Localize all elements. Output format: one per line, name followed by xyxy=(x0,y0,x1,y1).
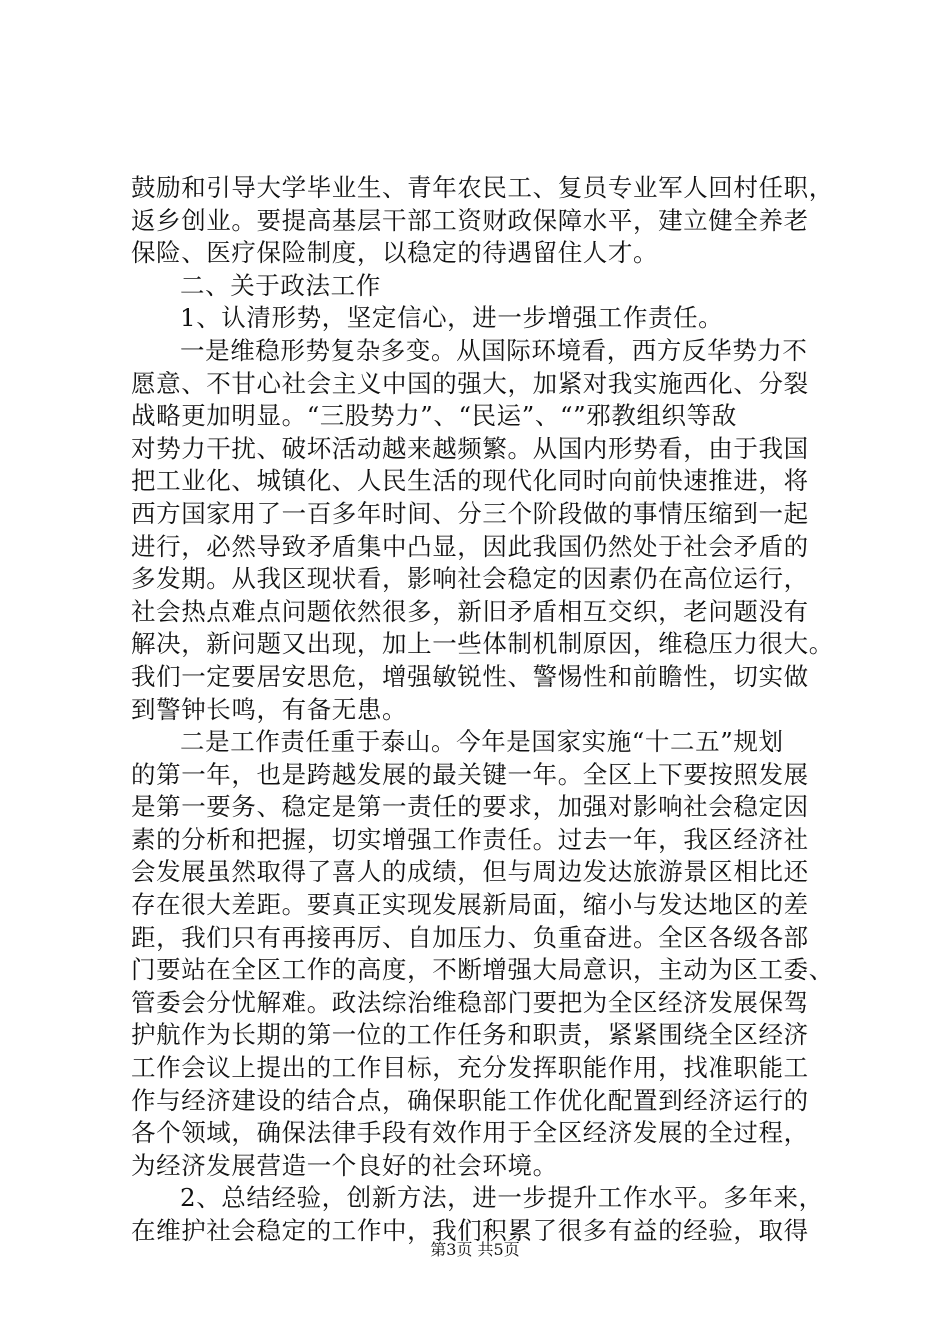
text-line: 解决，新问题又出现，加上一些体制机制原因，维稳压力很大。 xyxy=(131,629,834,659)
text-line: 西方国家用了一百多年时间、分三个阶段做的事情压缩到一起 xyxy=(131,498,809,528)
text-line: 是第一要务、稳定是第一责任的要求，加强对影响社会稳定因 xyxy=(131,792,809,822)
text-line: 工作会议上提出的工作目标，充分发挥职能作用，找准职能工 xyxy=(131,1053,809,1083)
text-line: 在维护社会稳定的工作中，我们积累了很多有益的经验，取得 xyxy=(131,1216,809,1245)
text-line: 二是工作责任重于泰山。今年是国家实施“十二五”规划 xyxy=(180,727,784,757)
text-line: 鼓励和引导大学毕业生、青年农民工、复员专业军人回村任职， xyxy=(131,173,834,202)
section-heading: 二、关于政法工作 xyxy=(180,270,381,300)
text-line: 的第一年，也是跨越发展的最关键一年。全区上下要按照发展 xyxy=(131,759,809,789)
text-line: 到警钟长鸣，有备无患。 xyxy=(131,694,408,724)
text-line: 为经济发展营造一个良好的社会环境。 xyxy=(131,1150,558,1180)
text-line: 存在很大差距。要真正实现发展新局面，缩小与发达地区的差 xyxy=(131,890,809,920)
text-line: 保险、医疗保险制度，以稳定的待遇留住人才。 xyxy=(131,238,659,268)
text-line: 素的分析和把握，切实增强工作责任。过去一年，我区经济社 xyxy=(131,824,809,854)
text-line: 社会热点难点问题依然很多，新旧矛盾相互交织，老问题没有 xyxy=(131,596,809,626)
text-line: 战略更加明显。“三股势力”、“民运”、“”邪教组织等敌 xyxy=(131,401,737,431)
text-line: 愿意、不甘心社会主义中国的强大，加紧对我实施西化、分裂 xyxy=(131,368,809,398)
text-line: 各个领域，确保法律手段有效作用于全区经济发展的全过程， xyxy=(131,1118,809,1148)
text-line: 距，我们只有再接再厉、自加压力、负重奋进。全区各级各部 xyxy=(131,922,809,952)
text-line: 把工业化、城镇化、人民生活的现代化同时向前快速推进，将 xyxy=(131,466,809,496)
text-line: 管委会分忧解难。政法综治维稳部门要把为全区经济发展保驾 xyxy=(131,987,809,1017)
text-line: 门要站在全区工作的高度，不断增强大局意识，主动为区工委、 xyxy=(131,955,834,985)
text-line: 一是维稳形势复杂多变。从国际环境看，西方反华势力不 xyxy=(180,335,808,365)
text-line: 作与经济建设的结合点，确保职能工作优化配置到经济运行的 xyxy=(131,1085,809,1115)
text-line: 多发期。从我区现状看，影响社会稳定的因素仍在高位运行， xyxy=(131,564,809,594)
subsection-heading: 1、认清形势，坚定信心，进一步增强工作责任。 xyxy=(180,303,724,333)
text-line: 进行，必然导致矛盾集中凸显，因此我国仍然处于社会矛盾的 xyxy=(131,531,809,561)
text-line: 护航作为长期的第一位的工作任务和职责，紧紧围绕全区经济 xyxy=(131,1020,809,1050)
text-line: 返乡创业。要提高基层干部工资财政保障水平，建立健全养老 xyxy=(131,205,809,235)
subsection-heading: 2、总结经验，创新方法，进一步提升工作水平。多年来， xyxy=(180,1183,824,1213)
text-line: 我们一定要居安思危，增强敏锐性、警惕性和前瞻性，切实做 xyxy=(131,661,809,691)
document-body xyxy=(131,172,834,1248)
text-line: 对势力干扰、破坏活动越来越频繁。从国内形势看，由于我国 xyxy=(131,433,809,463)
text-line: 会发展虽然取得了喜人的成绩，但与周边发达旅游景区相比还 xyxy=(131,857,809,887)
page-number-footer: 第3页 共5页 xyxy=(430,1240,520,1259)
